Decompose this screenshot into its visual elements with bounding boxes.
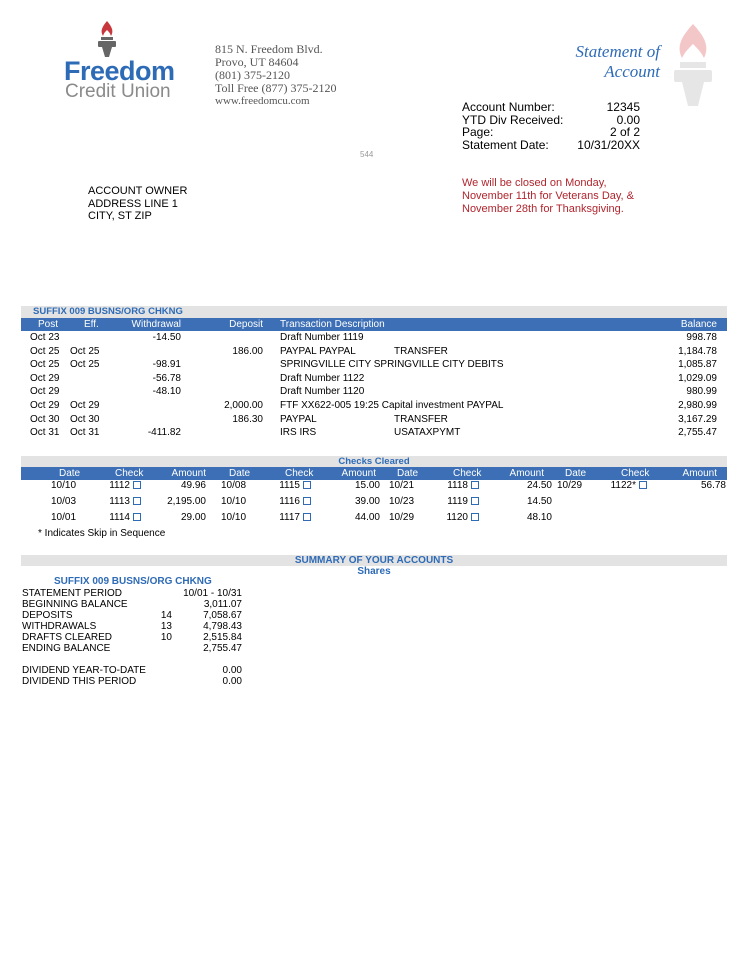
check-number-text: 1119	[447, 496, 468, 507]
post-date: Oct 29	[30, 400, 60, 411]
page-value: 2 of 2	[609, 125, 640, 139]
check-date: 10/03	[51, 496, 77, 507]
check-number-text: 1114	[109, 512, 130, 523]
summary-row	[22, 632, 244, 643]
post-date: Oct 31	[30, 427, 60, 439]
summary-count: 10	[160, 632, 172, 643]
summary-row	[22, 621, 244, 632]
summary-label: WITHDRAWALS	[22, 621, 97, 632]
page-label: Page:	[462, 125, 494, 139]
check-amount: 24.50	[526, 480, 552, 491]
deposit-amount: 2,000.00	[224, 400, 263, 411]
check-header-amount: Amount	[509, 468, 544, 479]
check-image-icon[interactable]	[471, 513, 479, 521]
check-date: 10/08	[221, 480, 247, 491]
post-date: Oct 30	[30, 413, 60, 425]
check-image-icon[interactable]	[133, 513, 141, 521]
withdrawal-amount: -98.91	[152, 359, 181, 371]
effective-date: Oct 30	[70, 413, 100, 425]
transactions-header	[21, 318, 727, 331]
address-tollfree: Toll Free (877) 375-2120	[215, 81, 337, 95]
header-description: Transaction Description	[280, 319, 385, 330]
statement-date-label: Statement Date:	[462, 137, 549, 152]
check-row	[21, 478, 727, 494]
balance-amount: 1,085.87	[678, 359, 717, 371]
statement-date-row	[462, 139, 640, 152]
check-number	[109, 478, 141, 494]
ytd-div-value: 0.00	[616, 112, 640, 127]
check-date: 10/29	[557, 480, 583, 491]
check-header-check: Check	[621, 468, 650, 479]
check-header-amount: Amount	[341, 468, 376, 479]
check-image-icon[interactable]	[133, 481, 141, 489]
notice-line: We will be closed on Monday,	[462, 177, 607, 189]
balance-amount: 1,184.78	[678, 345, 717, 357]
summary-value: 3,011.07	[203, 599, 242, 610]
check-number	[279, 494, 311, 510]
balance-amount: 1,029.09	[678, 372, 717, 384]
summary-subtitle: Shares	[357, 566, 391, 577]
check-row	[21, 494, 727, 510]
check-date: 10/21	[389, 480, 415, 491]
summary-row	[22, 610, 244, 621]
check-header-date: Date	[565, 468, 587, 479]
check-amount: 15.00	[354, 480, 380, 491]
transactions-section-title	[21, 306, 727, 318]
post-date: Oct 29	[30, 372, 60, 384]
section-title-text: SUFFIX 009 BUSNS/ORG CHKNG	[33, 306, 183, 317]
owner-city-line: CITY, ST ZIP	[88, 210, 152, 222]
summary-label: STATEMENT PERIOD	[22, 588, 123, 599]
check-row	[21, 510, 727, 526]
check-amount: 56.78	[700, 480, 726, 491]
transaction-row	[21, 385, 727, 399]
summary-label: BEGINNING BALANCE	[22, 599, 128, 610]
summary-row	[22, 588, 244, 599]
check-number	[279, 510, 311, 526]
check-number-text: 1118	[447, 480, 468, 491]
ytd-div-label: YTD Div Received:	[462, 112, 564, 127]
summary-row	[22, 643, 244, 654]
statement-date-value: 10/31/20XX	[577, 137, 640, 152]
balance-amount: 3,167.29	[678, 413, 717, 425]
summary-value: 2,515.84	[203, 632, 242, 643]
logo-subtitle: Credit Union	[65, 81, 171, 102]
check-number	[109, 510, 141, 526]
check-date: 10/10	[51, 480, 77, 491]
summary-value: 7,058.67	[203, 610, 242, 621]
effective-date: Oct 25	[70, 345, 100, 357]
header-withdrawal: Withdrawal	[131, 319, 181, 330]
credit-union-address	[215, 43, 336, 108]
summary-account-title: SUFFIX 009 BUSNS/ORG CHKNG	[54, 576, 212, 587]
summary-table	[22, 588, 244, 687]
summary-row	[22, 599, 244, 610]
check-date: 10/23	[389, 496, 415, 507]
check-header-check: Check	[115, 468, 144, 479]
check-number-text: 1122*	[610, 480, 636, 491]
check-image-icon[interactable]	[133, 497, 141, 505]
summary-count: 13	[160, 621, 172, 632]
transaction-row	[21, 358, 727, 372]
statement-title	[560, 42, 660, 82]
summary-label: ENDING BALANCE	[22, 643, 111, 654]
check-amount: 29.00	[180, 512, 206, 523]
check-number-text: 1112	[109, 480, 130, 491]
summary-value: 10/01 - 10/31	[183, 588, 242, 599]
withdrawal-amount: -14.50	[152, 332, 181, 343]
check-header-check: Check	[285, 468, 314, 479]
check-date: 10/29	[389, 512, 415, 523]
summary-row	[22, 665, 244, 676]
logo-name: Freedom	[64, 56, 175, 86]
summary-label: DIVIDEND YEAR-TO-DATE	[22, 665, 146, 676]
check-number	[447, 494, 479, 510]
effective-date: Oct 29	[70, 400, 100, 411]
check-number	[447, 478, 479, 494]
page-marker: 544	[360, 150, 374, 159]
check-image-icon[interactable]	[303, 513, 311, 521]
check-header-date: Date	[229, 468, 251, 479]
summary-label: DEPOSITS	[22, 610, 73, 621]
transaction-description: Draft Number 1120	[280, 386, 365, 398]
check-number	[611, 478, 647, 494]
summary-value: 0.00	[222, 665, 242, 676]
account-number-label: Account Number:	[462, 100, 555, 114]
transaction-description: FTF XX622-005 19:25 Capital investment PAYPAL	[280, 400, 504, 411]
summary-count: 14	[160, 610, 172, 621]
check-header-amount: Amount	[682, 468, 717, 479]
torch-icon	[96, 20, 118, 58]
summary-title: SUMMARY OF YOUR ACCOUNTS	[21, 555, 727, 566]
summary-row	[22, 654, 244, 665]
address-phone: (801) 375-2120	[215, 68, 290, 82]
balance-amount: 2,755.47	[678, 427, 717, 439]
transaction-row	[21, 399, 727, 413]
summary-value: 0.00	[222, 676, 242, 687]
account-owner-address	[88, 185, 187, 223]
check-date: 10/01	[51, 512, 77, 523]
check-number	[446, 510, 479, 526]
summary-value: 4,798.43	[203, 621, 242, 632]
statement-title-line1: Statement of	[575, 42, 660, 61]
transaction-description: SPRINGVILLE CITY SPRINGVILLE CITY DEBITS	[280, 359, 504, 371]
skip-sequence-note: * Indicates Skip in Sequence	[38, 528, 166, 539]
account-number-value: 12345	[606, 100, 640, 114]
balance-amount: 980.99	[686, 386, 717, 398]
check-amount: 49.96	[180, 480, 206, 491]
address-website: www.freedomcu.com	[215, 95, 310, 107]
check-amount: 44.00	[354, 512, 380, 523]
check-header-date: Date	[59, 468, 81, 479]
withdrawal-amount: -411.82	[147, 427, 181, 439]
check-image-icon[interactable]	[303, 481, 311, 489]
closure-notice	[462, 177, 682, 216]
check-date: 10/10	[221, 496, 247, 507]
check-number-text: 1120	[446, 512, 468, 523]
transaction-description-extra: USATAXPYMT	[394, 427, 461, 439]
check-number-text: 1115	[279, 480, 300, 491]
effective-date: Oct 31	[70, 427, 100, 439]
balance-amount: 2,980.99	[678, 400, 717, 411]
deposit-amount: 186.00	[232, 345, 263, 357]
check-amount: 48.10	[526, 512, 552, 523]
header-eff: Eff.	[84, 319, 99, 330]
check-amount: 39.00	[354, 496, 380, 507]
torch-watermark-icon	[668, 22, 718, 112]
account-number-row	[462, 101, 640, 114]
check-header-amount: Amount	[171, 468, 206, 479]
notice-line: November 11th for Veterans Day, &	[462, 190, 635, 202]
check-date: 10/10	[221, 512, 247, 523]
owner-name: ACCOUNT OWNER	[88, 185, 188, 197]
credit-union-logo	[64, 20, 194, 105]
post-date: Oct 25	[30, 345, 60, 357]
check-image-icon[interactable]	[639, 481, 647, 489]
withdrawal-amount: -48.10	[152, 386, 181, 398]
check-number-text: 1113	[109, 496, 130, 507]
post-date: Oct 25	[30, 359, 60, 371]
statement-title-line2: Account	[604, 62, 660, 81]
address-line1: 815 N. Freedom Blvd.	[215, 42, 323, 56]
post-date: Oct 23	[30, 332, 60, 343]
transaction-description: Draft Number 1119	[280, 332, 364, 343]
header-balance: Balance	[680, 319, 717, 330]
check-image-icon[interactable]	[471, 481, 479, 489]
effective-date: Oct 25	[70, 359, 100, 371]
check-amount: 2,195.00	[167, 496, 206, 507]
header-deposit: Deposit	[229, 319, 263, 330]
transaction-description-extra: TRANSFER	[394, 413, 448, 425]
summary-label: DRAFTS CLEARED	[22, 632, 113, 643]
check-header-check: Check	[453, 468, 482, 479]
header-post: Post	[38, 319, 59, 330]
check-number-text: 1116	[279, 496, 300, 507]
account-info	[462, 101, 640, 151]
check-image-icon[interactable]	[471, 497, 479, 505]
summary-label: DIVIDEND THIS PERIOD	[22, 676, 137, 687]
transaction-description: Draft Number 1122	[280, 372, 365, 384]
balance-amount: 998.78	[686, 332, 717, 343]
summary-value: 2,755.47	[203, 643, 242, 654]
check-image-icon[interactable]	[303, 497, 311, 505]
check-number-text: 1117	[279, 512, 300, 523]
transaction-description-extra: TRANSFER	[394, 345, 448, 357]
transaction-row	[21, 426, 727, 440]
check-amount: 14.50	[526, 496, 552, 507]
check-header-date: Date	[397, 468, 419, 479]
transaction-row	[21, 372, 727, 386]
transaction-row	[21, 413, 727, 427]
transaction-description: IRS IRS	[280, 427, 317, 439]
summary-row	[22, 676, 244, 687]
check-number	[279, 478, 311, 494]
check-number	[109, 494, 141, 510]
withdrawal-amount: -56.78	[152, 372, 181, 384]
transaction-row	[21, 331, 727, 345]
notice-line: November 28th for Thanksgiving.	[462, 203, 624, 215]
deposit-amount: 186.30	[232, 413, 263, 425]
page-row	[462, 126, 640, 139]
transaction-row	[21, 345, 727, 359]
post-date: Oct 29	[30, 386, 60, 398]
transaction-description: PAYPAL	[280, 413, 317, 425]
owner-address-line: ADDRESS LINE 1	[88, 197, 178, 210]
checks-section-title: Checks Cleared	[21, 456, 727, 468]
transaction-description: PAYPAL PAYPAL	[280, 345, 356, 357]
address-line2: Provo, UT 84604	[215, 55, 299, 69]
